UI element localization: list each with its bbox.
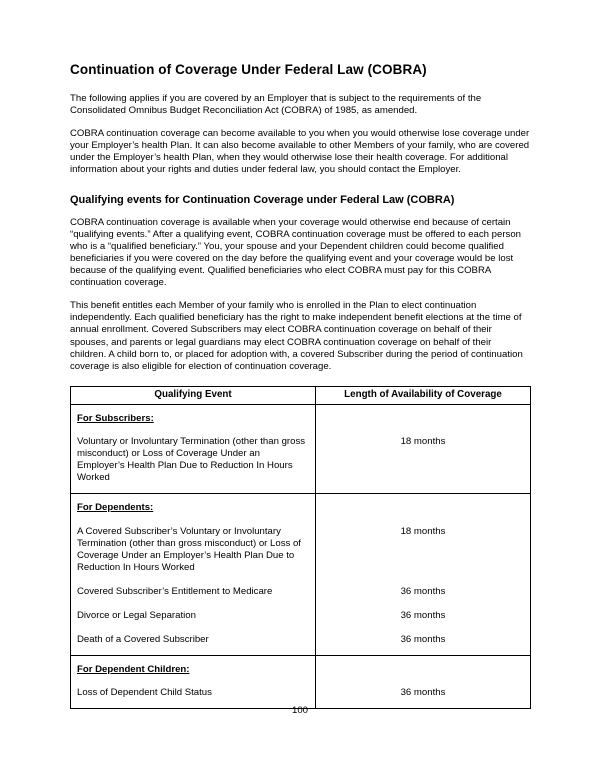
section-paragraph-1: COBRA continuation coverage is available when your coverage would otherwise end because of certain “qualifying events.” After a qualifying event, COBRA continuation coverage must be offered to each person who is a “qualified beneficiary.” You, your spouse and your Dependent children could become qualified beneficiaries if you were covered on the day before the qualifying event and your coverage would be lost because of the qualifying event. Qualified beneficiaries who elect COBRA must pay for this COBRA continuation coverage.	[70, 216, 521, 289]
list-item: Loss of Dependent Child Status	[77, 687, 212, 699]
length-list-dependent-children	[322, 687, 524, 699]
group-label-subscribers: For Subscribers:	[77, 412, 154, 424]
table-row	[71, 656, 531, 709]
length-list-subscribers	[322, 436, 524, 448]
event-cell-dependent-children	[71, 656, 316, 709]
column-header-length-of-availability: Length of Availability of Coverage	[316, 386, 531, 404]
table-header-row	[71, 386, 531, 404]
list-item: 18 months	[400, 525, 446, 537]
event-list-dependent-children	[77, 687, 309, 699]
length-cell-subscribers	[316, 404, 531, 493]
list-item: Divorce or Legal Separation	[77, 609, 196, 621]
list-item: 36 months	[400, 687, 446, 699]
table-row	[71, 404, 531, 493]
event-cell-subscribers	[71, 404, 316, 493]
qualifying-events-table	[70, 386, 531, 710]
list-item: 36 months	[400, 609, 446, 621]
intro-paragraph-1: The following applies if you are covered by an Employer that is subject to the requirements of the Consolidated Omnibus Budget Reconciliation Act (COBRA) of 1985, as amended.	[70, 92, 482, 116]
column-header-qualifying-event: Qualifying Event	[71, 386, 316, 404]
length-cell-dependents	[316, 494, 531, 656]
page-title: Continuation of Coverage Under Federal Law (COBRA)	[70, 62, 427, 77]
list-item: 36 months	[400, 585, 446, 597]
section-paragraph-2: This benefit entitles each Member of your family who is enrolled in the Plan to elect continuation independently. Each qualified beneficiary has the right to make independent benefit elections at the time of annual enrollment. Covered Subscribers may elect COBRA continuation coverage on behalf of their spouses, and parents or legal guardians may elect COBRA continuation coverage on behalf of their children. A child born to, or placed for adoption with, a covered Subscriber during the period of continuation coverage is also eligible for election of continuation coverage.	[70, 300, 523, 372]
length-cell-dependent-children	[316, 656, 531, 709]
list-item: 18 months	[400, 436, 446, 448]
group-label-dependent-children: For Dependent Children:	[77, 664, 190, 676]
section-heading-qualifying-events: Qualifying events for Continuation Coverage under Federal Law (COBRA)	[70, 194, 455, 207]
event-list-subscribers	[77, 436, 309, 484]
group-label-dependents: For Dependents:	[77, 502, 154, 514]
event-cell-dependents	[71, 494, 316, 656]
list-item: Death of a Covered Subscriber	[77, 634, 209, 646]
list-item: Covered Subscriber’s Entitlement to Medicare	[77, 585, 273, 597]
page-number: 100	[291, 705, 308, 716]
intro-paragraph-2: COBRA continuation coverage can become available to you when you would otherwise lose coverage under your Employer’s health Plan. It can also become available to other Members of your family, who are covered under the Employer’s health Plan, when they would otherwise lose their health coverage. For additional information about your rights and duties under federal law, you should contact the Employer.	[70, 128, 530, 176]
table-row	[71, 494, 531, 656]
event-list-dependents	[77, 526, 309, 647]
length-list-dependents	[322, 526, 524, 646]
list-item: Voluntary or Involuntary Termination (other than gross misconduct) or Loss of Coverage Under an Employer’s Health Plan Due to Reduction In Hours Worked	[77, 436, 306, 484]
list-item: A Covered Subscriber’s Voluntary or Involuntary Termination (other than gross misconduct) or Loss of Coverage Under an Employer’s Health Plan Due to Reduction In Hours Worked	[77, 525, 301, 573]
document-content	[70, 62, 530, 709]
list-item: 36 months	[400, 633, 446, 645]
